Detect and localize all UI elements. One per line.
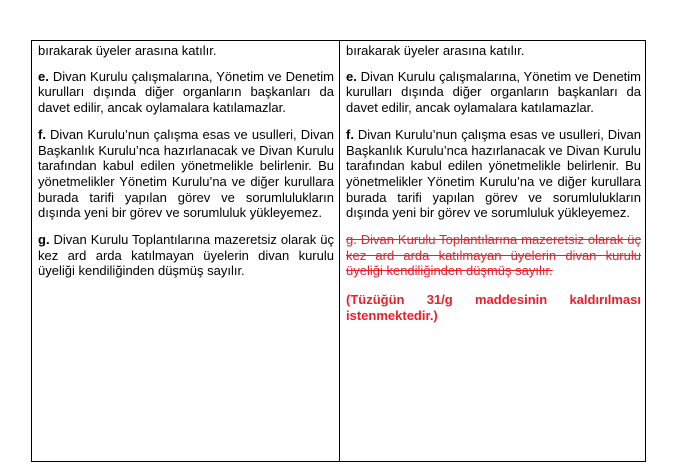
item-label-g: g. <box>38 232 50 248</box>
paragraph-e-text: Divan Kurulu çalışmalarına, Yönetim ve Denetim kurulları dışında diğer organların başkanları da davet edilir, ancak oylamalara katılamazlar. <box>346 68 641 116</box>
paragraph-f <box>346 127 641 221</box>
paragraph-d-continuation: bırakarak üyeler arasına katılır. <box>346 43 525 58</box>
paragraph-g-text: Divan Kurulu Toplantılarına mazeretsiz olarak üç kez ard arda katılmayan üyelerin divan kurulu üyeliği kendiliğinden düşmüş sayılır. <box>38 232 334 279</box>
paragraph-e <box>38 69 334 116</box>
proposed-text-column <box>346 43 641 335</box>
current-text-column <box>38 43 334 290</box>
paragraph-e-text: Divan Kurulu çalışmalarına, Yönetim ve Denetim kurulları dışında diğer organların başkanları da davet edilir, ancak oylamalara katılamazlar. <box>38 68 334 116</box>
column-divider <box>339 41 340 461</box>
item-label-e: e. <box>38 68 49 84</box>
paragraph-g <box>38 232 334 279</box>
item-label-f: f. <box>346 126 354 142</box>
paragraph-e <box>346 69 641 116</box>
paragraph-d-continuation: bırakarak üyeler arasına katılır. <box>38 43 217 58</box>
deletion-note: (Tüzüğün 31/g maddesinin kaldırılması istenmektedir.) <box>346 292 641 323</box>
paragraph-g-deleted: g. Divan Kurulu Toplantılarına mazeretsiz olarak üç kez ard arda katılmayan üyelerin divan kurulu üyeliği kendiliğinden düşmüş sayılır. <box>346 232 641 279</box>
paragraph-f-text: Divan Kurulu’nun çalışma esas ve usulleri, Divan Başkanlık Kurulu’nca hazırlanacak ve Divan Kurulu tarafından kabul edilen yönetmelikle belirlenir. Bu yönetmelikler Yönetim Kurulu’na ve diğer kurullara burada tarifi yapılan görev ve sorumlulukların dışında yeni bir görev ve sorumluluk yükleyemez. <box>346 126 641 221</box>
paragraph-f <box>38 127 334 221</box>
item-label-e: e. <box>346 68 357 84</box>
paragraph-f-text: Divan Kurulu’nun çalışma esas ve usulleri, Divan Başkanlık Kurulu’nca hazırlanacak ve Divan Kurulu tarafından kabul edilen yönetmelikle belirlenir. Bu yönetmelikler Yönetim Kurulu’na ve diğer kurullara burada tarifi yapılan görev ve sorumlulukların dışında yeni bir görev ve sorumluluk yükleyemez. <box>38 126 334 221</box>
item-label-f: f. <box>38 126 46 142</box>
comparison-table <box>31 40 646 462</box>
